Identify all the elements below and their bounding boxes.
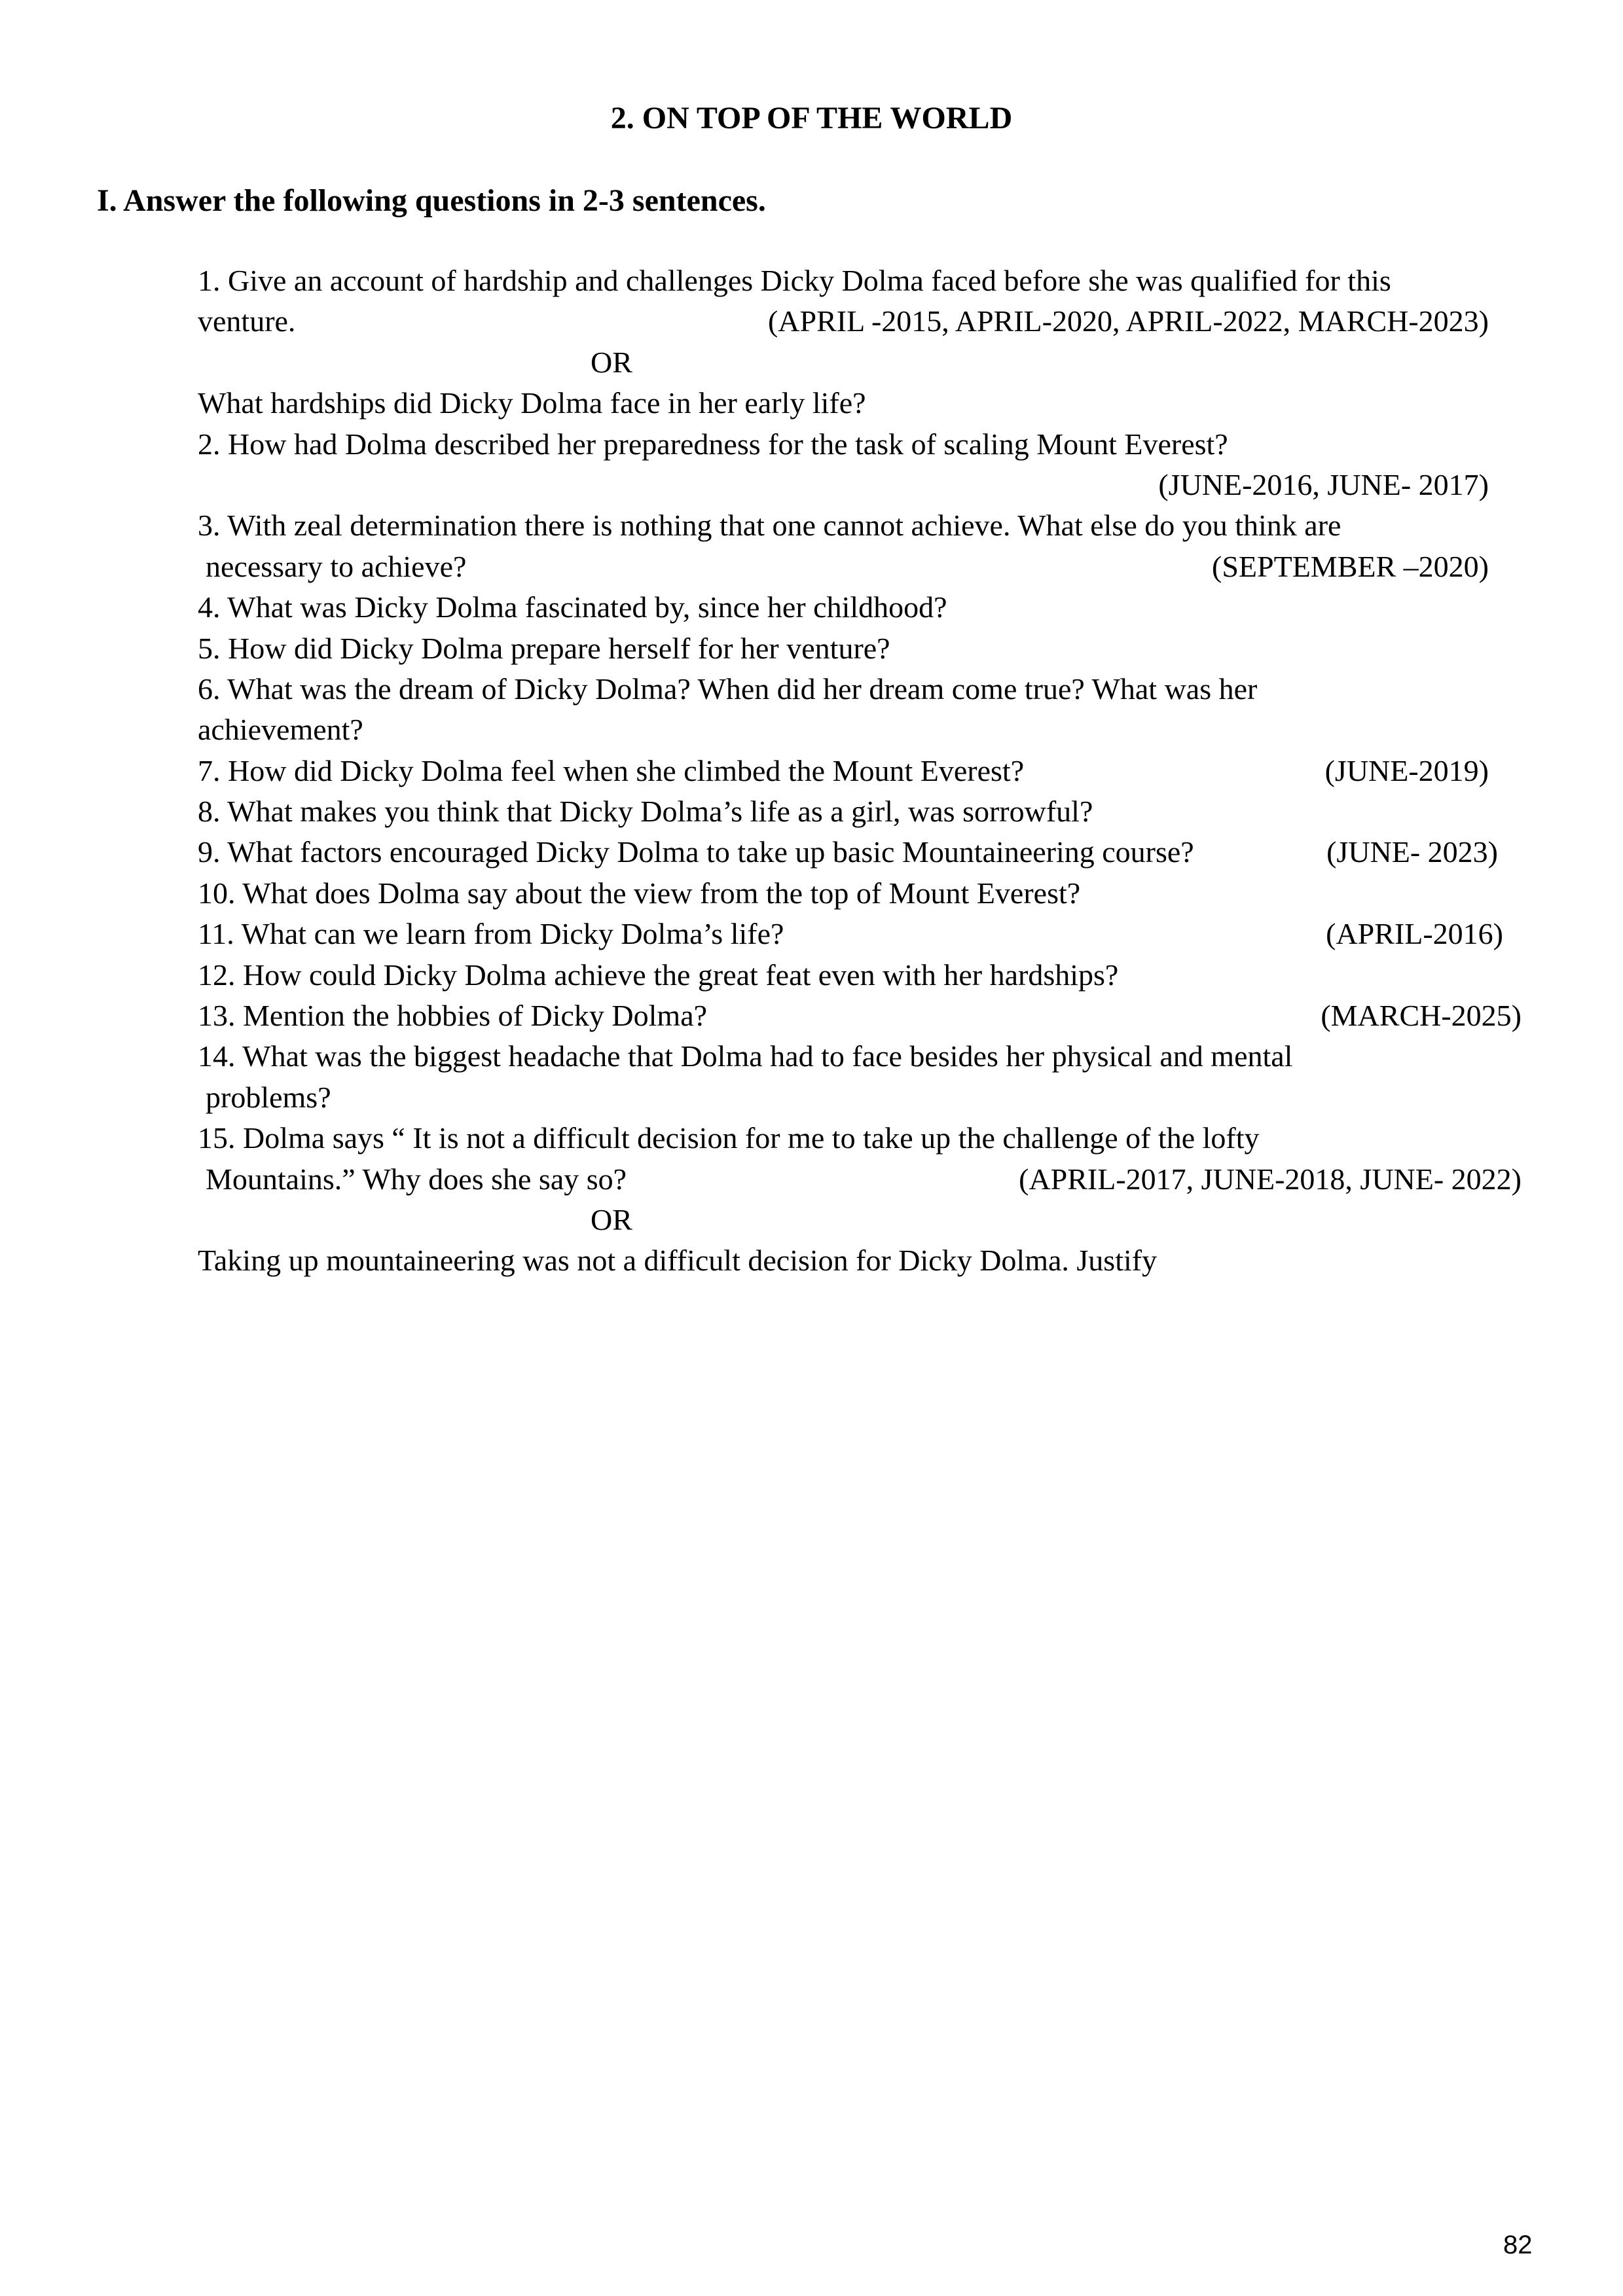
question-3-line-2 [198,547,1489,587]
question-10: 10. What does Dolma say about the view from the top of Mount Everest? [198,876,1081,910]
question-15-alternate: Taking up mountaineering was not a difficult decision for Dicky Dolma. Justify [198,1244,1158,1278]
question-15-line-1: 15. Dolma says “ It is not a difficult decision for me to take up the challenge of the lofty [198,1121,1260,1155]
question-2-years: (JUNE-2016, JUNE- 2017) [1158,467,1489,501]
question-15-line-2 [198,1159,1522,1200]
question-9-years: (JUNE- 2023) [1326,835,1498,869]
question-4: 4. What was Dicky Dolma fascinated by, since her childhood? [198,590,947,624]
page-title: 2. ON TOP OF THE WORLD [610,101,1013,135]
question-1-line-2 [198,301,1489,342]
question-6-line-1: 6. What was the dream of Dicky Dolma? When did her dream come true? What was her [198,672,1258,706]
question-13-years: (MARCH-2025) [1321,999,1522,1033]
question-8: 8. What makes you think that Dicky Dolma’s life as a girl, was sorrowful? [198,795,1093,829]
question-7 [198,751,1489,791]
question-13 [198,996,1522,1036]
or-separator-2 [198,1200,1533,1240]
question-1-line-1: 1. Give an account of hardship and challenges Dicky Dolma faced before she was qualified for this [198,264,1391,297]
question-14-line-1: 14. What was the biggest headache that Dolma had to face besides her physical and mental [198,1039,1293,1073]
question-11-text: 11. What can we learn from Dicky Dolma’s life? [198,917,784,951]
question-14-line-2: problems? [206,1080,331,1114]
question-2: 2. How had Dolma described her preparedness for the task of scaling Mount Everest? [198,427,1228,461]
question-9-text: 9. What factors encouraged Dicky Dolma to take up basic Mountaineering course? [198,835,1194,869]
section-instruction: I. Answer the following questions in 2-3 sentences. [97,183,766,218]
question-13-text: 13. Mention the hobbies of Dicky Dolma? [198,999,708,1033]
question-11 [198,914,1503,954]
question-3-line-1: 3. With zeal determination there is nothing that one cannot achieve. What else do you think are [198,509,1341,543]
question-7-text: 7. How did Dicky Dolma feel when she climbed the Mount Everest? [198,753,1025,787]
question-6-line-2: achievement? [198,713,363,747]
question-15-years: (APRIL-2017, JUNE-2018, JUNE- 2022) [1019,1162,1522,1196]
question-7-years: (JUNE-2019) [1324,753,1489,787]
or-label-1: OR [591,345,632,379]
question-1-continuation: venture. [198,304,296,338]
question-3-continuation: necessary to achieve? [206,549,467,583]
question-15-continuation: Mountains.” Why does she say so? [206,1162,627,1196]
question-list [198,260,1533,1282]
question-2-years-line [198,465,1489,505]
question-5: 5. How did Dicky Dolma prepare herself for her venture? [198,631,890,665]
question-3-years: (SEPTEMBER –2020) [1212,549,1489,583]
question-12: 12. How could Dicky Dolma achieve the great feat even with her hardships? [198,958,1119,992]
or-separator-1 [198,342,1533,383]
question-9 [198,832,1498,872]
question-1-years: (APRIL -2015, APRIL-2020, APRIL-2022, MARCH-2023) [767,304,1489,338]
or-label-2: OR [591,1202,632,1236]
question-1-alternate: What hardships did Dicky Dolma face in her early life? [198,386,866,420]
question-11-years: (APRIL-2016) [1326,917,1503,951]
page-number: 82 [1503,2231,1533,2259]
